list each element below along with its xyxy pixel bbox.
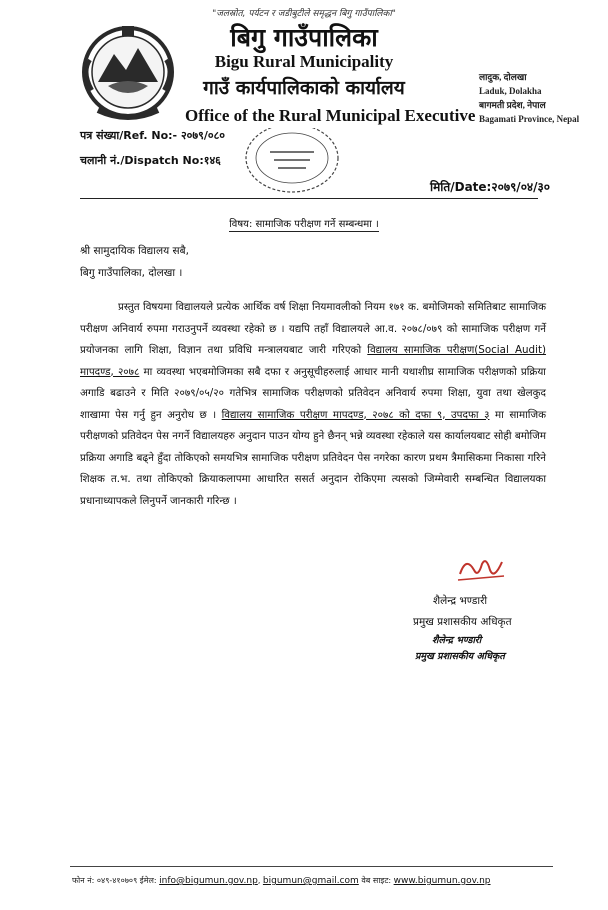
office-seal-icon: [230, 128, 350, 198]
body-text: मा सामाजिक परीक्षणको प्रतिवेदन पेस नगर्ने विद्यालयहरु अनुदान पाउन योग्य हुने छैनन् भन्ने व्यवस्था रहेकाले यस कार्यालयबाट सोही बमोजिम प्रक्रिया अगाडि बढ्ने हुँदा तोकिएको समयभित्र सामाजिक परीक्षण प्रतिवेदन पेस नगरेका कारण प्रथम त्रैमासिकमा निकासा गरिने शिक्षक त.भ. तथा तोकिएको क्रियाकलापमा आधारित ससर्त अनुदान रोकिएमा त्यसको जिम्मेवारी सम्बन्धित विद्यालयका प्रधानाध्यापकले लिनुपर्ने जानकारी गरिन्छ ।: [80, 408, 546, 507]
underlined-clause: विद्यालय सामाजिक परीक्षण मापदण्ड, २०७८ को दफा ९, उपदफा ३: [221, 408, 490, 421]
underlined-guideline: विद्यालय सामाजिक परीक्षण(Social Audit) मापदण्ड, २०७८: [80, 344, 547, 378]
email-link-info[interactable]: info@bigumun.gov.np: [159, 876, 258, 886]
website-link[interactable]: www.bigumun.gov.np: [393, 876, 491, 886]
letter-date: मिति/Date:२०७९/०४/३०: [430, 180, 551, 194]
footer-contact: फोन नं: ०४९-४१०७०९ ईमेल: info@bigumun.gov.np, bigumun@gmail.com वेब साइट: www.bigumun.gov.np: [72, 876, 491, 886]
signatory-designation: प्रमुख प्रशासकीय अधिकृत: [413, 616, 512, 628]
office-title-nepali: गाउँ कार्यपालिकाको कार्यालय: [203, 77, 405, 99]
stamp-name: शैलेन्द्र भण्डारी: [432, 635, 482, 646]
tagline: "जलस्रोत, पर्यटन र जडीबुटीले समृद्धन बिगु गाउँपालिका": [212, 9, 396, 19]
divider-line: [80, 198, 538, 199]
footer-phone: फोन नं: ०४९-४१०७०९ ईमेल:: [72, 876, 157, 885]
signatory-name: शैलेन्द्र भण्डारी: [433, 595, 488, 607]
address-line: Laduk, Dolakha: [479, 86, 542, 96]
footer-web-label: वेब साइट:: [361, 876, 392, 885]
address-line: बागमती प्रदेश, नेपाल: [479, 100, 546, 110]
signature-mark-icon: [452, 552, 510, 586]
letter-body: [80, 297, 546, 512]
office-address: [479, 70, 579, 126]
dispatch-number: चलानी नं./Dispatch No:१४६: [80, 154, 221, 167]
reference-number: पत्र संख्या/Ref. No:- २०७९/०८०: [80, 129, 226, 142]
body-paragraph: [80, 297, 546, 512]
municipality-title-english: Bigu Rural Municipality: [214, 52, 394, 71]
office-title-english: Office of the Rural Municipal Executive: [185, 106, 476, 125]
footer-divider: [70, 866, 553, 867]
address-line: लादुक, दोलखा: [479, 72, 527, 82]
recipient-line: श्री सामुदायिक विद्यालय सबै,: [80, 245, 189, 257]
body-text: प्रस्तुत विषयमा विद्यालयले प्रत्येक आर्थिक वर्ष शिक्षा नियमावलीको नियम १७१ क. बमोजिमको समितिबाट सामाजिक परीक्षण अनिवार्य रुपमा गराउनुपर्ने व्यवस्था रहेको छ । यद्यपि तहाँ विद्यालयले आ.व. २०७८/०७९ को सामाजिक परीक्षण गर्ने प्रयोजनका लागि शिक्षा, विज्ञान तथा प्रविधि मन्त्रालयबाट जारी गरिएको: [80, 301, 546, 356]
body-text: मा व्यवस्था भएबमोजिमका सबै दफा र अनुसूचीहरुलाई आधार मानी यथाशीघ्र सामाजिक परीक्षणको प्रक्रिया अगाडि बढाउने र मिति २०७९/०५/२० गतेभित्र सामाजिक परीक्षणको प्रतिवेदन अनिवार्य रुपमा शिक्षा, युवा तथा खेलकुद शाखामा पेस गर्नु हुन अनुरोध छ ।: [80, 365, 546, 421]
subject-text: विषय: सामाजिक परीक्षण गर्ने सम्बन्धमा ।: [229, 219, 379, 230]
email-link-gmail[interactable]: bigumun@gmail.com: [262, 876, 359, 886]
municipality-title-nepali: बिगु गाउँपालिका: [230, 23, 378, 52]
letter-subject: [0, 216, 608, 230]
address-line: Bagamati Province, Nepal: [479, 114, 580, 124]
stamp-designation: प्रमुख प्रशासकीय अधिकृत: [415, 651, 505, 662]
recipient-line: बिगु गाउँपालिका, दोलखा ।: [80, 267, 183, 279]
